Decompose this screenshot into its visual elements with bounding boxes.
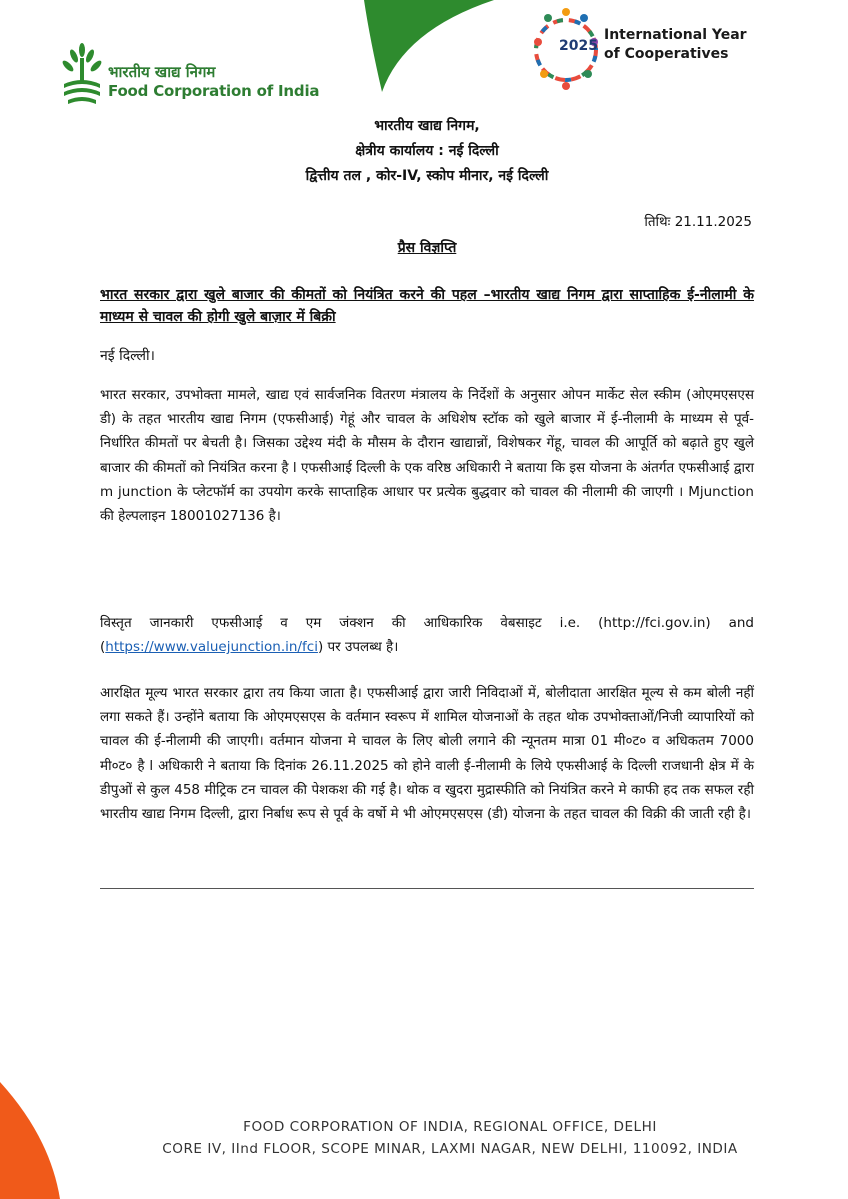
headline: भारत सरकार द्वारा खुले बाजार की कीमतों को नियंत्रित करने की पहल –भारतीय खाद्य निगम द्वारा साप्ताहिक ई-नीलामी के माध्यम से चावल की होगी खुले बाज़ार में बिक्री [100, 287, 754, 325]
release-date: तिथिः 21.11.2025 [644, 214, 752, 230]
fci-english-name: Food Corporation of India [108, 82, 320, 100]
divider [100, 888, 754, 889]
iyc-year: 2025 [559, 38, 598, 54]
header-address: द्वित्तीय तल , कोर-IV, स्कोप मीनार, नई दिल्ली [305, 168, 549, 184]
press-release-title: प्रैस विज्ञप्ति [397, 240, 457, 256]
paragraph-3: आरक्षित मूल्य भारत सरकार द्वारा तय किया जाता है। एफसीआई द्वारा जारी निविदाओं में, बोलीदाता आरक्षित मूल्य से कम बोली नहीं लगा सकते हैं। उन्होंने बताया कि ओएमएसएस के वर्तमान स्वरूप में शामिल योजनाओं के तहत थोक उपभोक्ताओं/निजी व्यापारियों को चावल की ई-नीलामी की जाएगी। वर्तमान योजना मे चावल के लिए बोली लगाने की न्यूनतम मात्रा 01 मी०ट० व अधिकतम 7000 मी०ट० है l अधिकारी ने बताया कि दिनांक 26.11.2025 को होने वाली ई-नीलामी के लिये एफसीआई के दिल्ली राजधानी क्षेत्र में के डीपुओं से कुल 458 मीट्रिक टन चावल की पेशकश की गई है। थोक व खुदरा मुद्रास्फीति को नियंत्रित करने मे काफी हद तक सफल रही भारतीय खाद्य निगम दिल्ली, द्वारा निर्बाध रूप से पूर्व के वर्षो मे भी ओएमएसएस (डी) योजना के तहत चावल की विक्री की जाती रही है। [100, 685, 754, 823]
wheat-emblem-icon [60, 40, 104, 108]
paragraph-2-text: विस्तृत जानकारी एफसीआई व एम जंक्शन की आधिकारिक वेबसाइट i.e. (http://fci.gov.in) and ( [100, 615, 754, 656]
iyc-logo [528, 2, 748, 97]
green-corner-shape [364, 0, 494, 92]
paragraph-2 [100, 611, 754, 659]
fci-hindi-name: भारतीय खाद्य निगम [108, 63, 216, 81]
orange-corner-shape [0, 1082, 60, 1199]
dateline: नई दिल्ली। [100, 348, 155, 364]
header-office: क्षेत्रीय कार्यालय : नई दिल्ली [355, 143, 499, 159]
paragraph-2-end: ) पर उपलब्ध है। [317, 639, 399, 656]
footer-line-2: CORE IV, IInd FLOOR, SCOPE MINAR, LAXMI NAGAR, NEW DELHI, 110092, INDIA [162, 1141, 738, 1157]
footer-line-1: FOOD CORPORATION OF INDIA, REGIONAL OFFICE, DELHI [243, 1119, 657, 1135]
valuejunction-link[interactable]: https://www.valuejunction.in/fci [105, 639, 318, 656]
paragraph-1: भारत सरकार, उपभोक्ता मामले, खाद्य एवं सार्वजनिक वितरण मंत्रालय के निर्देशों के अनुसार ओपन मार्केट सेल स्कीम (ओएमएसएस डी) के तहत भारतीय खाद्य निगम (एफसीआई) गेहूं और चावल के अधिशेष स्टॉक को खुले बाजार में ई-नीलामी के माध्यम से पूर्व-निर्धारित कीमतों पर बेचती है। जिसका उद्देश्य मंदी के मौसम के दौरान खाद्यान्नों, विशेषकर गेंहू, चावल की आपूर्ति को बढ़ाते हुए खुले बाजार की कीमतों को नियंत्रित करना है l एफसीआई दिल्ली के एक वरिष्ठ अधिकारी ने बताया कि इस योजना के अंतर्गत एफसीआई द्वारा m junction के प्लेटफॉर्म का उपयोग करके साप्ताहिक आधार पर प्रत्येक बुद्धवार को चावल की नीलामी की जाएगी । Mjunction की हेल्पलाइन 18001027136 है। [100, 387, 754, 525]
header-org-name: भारतीय खाद्य निगम, [374, 118, 480, 134]
fci-logo [60, 40, 320, 112]
iyc-title: International Year of Cooperatives [604, 27, 747, 62]
